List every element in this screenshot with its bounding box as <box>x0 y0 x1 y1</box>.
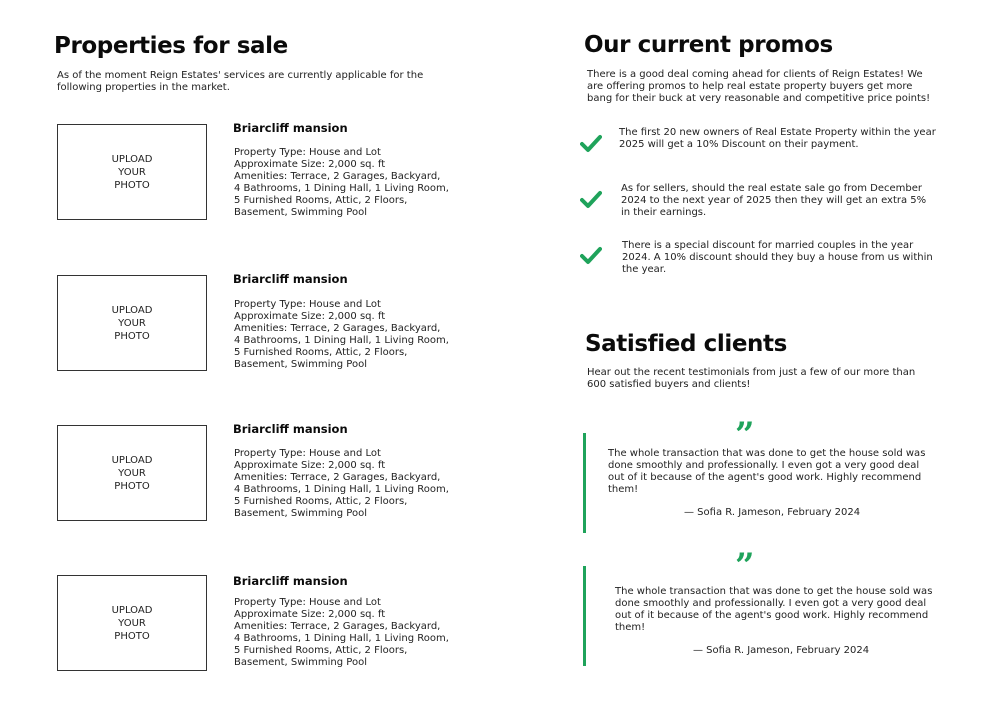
promos-intro: There is a good deal coming ahead for clients of Reign Estates! We are offering promos to help real estate property buyers get more bang for their buck at very reasonable and competitive price points! <box>587 69 931 104</box>
photo-upload-placeholder[interactable] <box>57 575 207 671</box>
check-icon <box>580 245 602 265</box>
property-amenities-line: Amenities: Terrace, 2 Garages, Backyard, <box>234 472 441 484</box>
property-amenities-line: Amenities: Terrace, 2 Garages, Backyard, <box>234 323 441 335</box>
photo-placeholder-label: UPLOAD YOUR PHOTO <box>111 304 153 342</box>
property-name: Briarcliff mansion <box>233 121 348 135</box>
property-details <box>234 299 449 372</box>
property-amenities-line: Amenities: Terrace, 2 Garages, Backyard, <box>234 171 441 183</box>
quote-icon: ” <box>735 546 755 586</box>
photo-upload-placeholder[interactable] <box>57 275 207 371</box>
clients-intro: Hear out the recent testimonials from just a few of our more than 600 satisfied buyers and clients! <box>587 367 916 390</box>
property-name: Briarcliff mansion <box>233 272 348 286</box>
property-amenities-line: 4 Bathrooms, 1 Dining Hall, 1 Living Room, <box>234 335 449 347</box>
property-size: Approximate Size: 2,000 sq. ft <box>234 311 386 323</box>
property-amenities-line: 5 Furnished Rooms, Attic, 2 Floors, <box>234 195 408 207</box>
testimonial-accent-bar <box>583 433 586 533</box>
promos-title: Our current promos <box>584 32 833 58</box>
properties-intro: As of the moment Reign Estates' services are currently applicable for the following properties in the market. <box>57 70 424 93</box>
property-amenities-line: Basement, Swimming Pool <box>234 207 367 219</box>
properties-title: Properties for sale <box>54 33 288 59</box>
check-icon <box>580 189 602 209</box>
property-type: Property Type: House and Lot <box>234 299 381 310</box>
check-icon <box>580 133 602 153</box>
property-amenities-line: 4 Bathrooms, 1 Dining Hall, 1 Living Room, <box>234 484 449 496</box>
testimonial-text: The whole transaction that was done to get the house sold was done smoothly and professionally. I even got a very good deal out of it because of the agent's good work. Highly recommend them! <box>608 448 926 495</box>
property-type: Property Type: House and Lot <box>234 597 381 608</box>
property-details <box>234 597 449 670</box>
property-amenities-line: Amenities: Terrace, 2 Garages, Backyard, <box>234 621 441 633</box>
property-amenities-line: 5 Furnished Rooms, Attic, 2 Floors, <box>234 645 408 657</box>
property-name: Briarcliff mansion <box>233 422 348 436</box>
photo-upload-placeholder[interactable] <box>57 425 207 521</box>
property-amenities-line: 4 Bathrooms, 1 Dining Hall, 1 Living Room, <box>234 633 449 645</box>
property-name: Briarcliff mansion <box>233 574 348 588</box>
property-details <box>234 448 449 521</box>
property-size: Approximate Size: 2,000 sq. ft <box>234 460 386 472</box>
testimonial-author: — Sofia R. Jameson, February 2024 <box>684 507 861 518</box>
promo-item: As for sellers, should the real estate sale go from December 2024 to the next year of 2025 then they will get an extra 5% in their earnings. <box>621 183 927 218</box>
photo-placeholder-label: UPLOAD YOUR PHOTO <box>111 153 153 191</box>
photo-placeholder-label: UPLOAD YOUR PHOTO <box>111 454 153 492</box>
promo-item: The first 20 new owners of Real Estate Property within the year 2025 will get a 10% Discount on their payment. <box>619 127 936 150</box>
testimonial-author: — Sofia R. Jameson, February 2024 <box>693 645 870 656</box>
photo-upload-placeholder[interactable] <box>57 124 207 220</box>
property-size: Approximate Size: 2,000 sq. ft <box>234 159 386 171</box>
property-amenities-line: Basement, Swimming Pool <box>234 657 367 669</box>
property-type: Property Type: House and Lot <box>234 448 381 459</box>
testimonial-text: The whole transaction that was done to get the house sold was done smoothly and professionally. I even got a very good deal out of it because of the agent's good work. Highly recommend them! <box>615 586 933 633</box>
promo-item: There is a special discount for married couples in the year 2024. A 10% discount should they buy a house from us within the year. <box>622 240 933 275</box>
property-amenities-line: Basement, Swimming Pool <box>234 359 367 371</box>
testimonial-accent-bar <box>583 566 586 666</box>
property-details <box>234 147 449 220</box>
clients-title: Satisfied clients <box>585 331 787 357</box>
property-size: Approximate Size: 2,000 sq. ft <box>234 609 386 621</box>
quote-icon: ” <box>735 415 755 455</box>
property-amenities-line: 4 Bathrooms, 1 Dining Hall, 1 Living Room, <box>234 183 449 195</box>
property-amenities-line: 5 Furnished Rooms, Attic, 2 Floors, <box>234 347 408 359</box>
property-amenities-line: Basement, Swimming Pool <box>234 508 367 520</box>
property-type: Property Type: House and Lot <box>234 147 381 158</box>
property-amenities-line: 5 Furnished Rooms, Attic, 2 Floors, <box>234 496 408 508</box>
photo-placeholder-label: UPLOAD YOUR PHOTO <box>111 604 153 642</box>
